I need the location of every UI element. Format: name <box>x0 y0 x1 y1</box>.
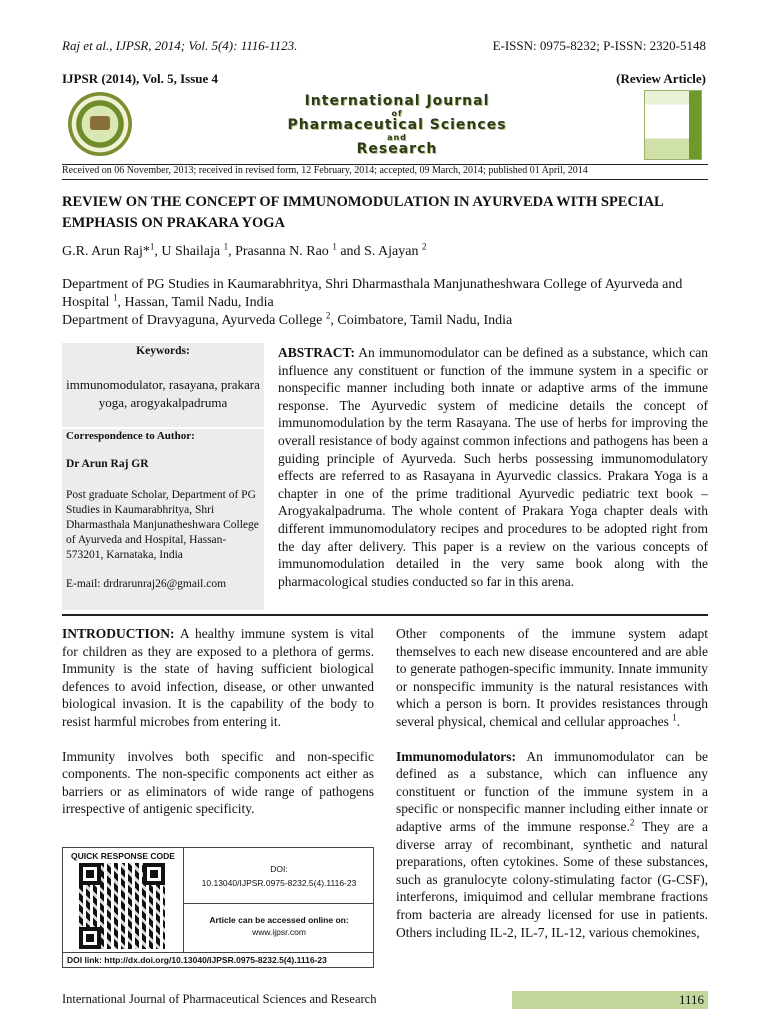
qr-heading: QUICK RESPONSE CODE <box>71 851 175 861</box>
journal-cover-thumbnail <box>644 90 702 160</box>
sidebar-divider <box>62 427 264 429</box>
dates-rule <box>62 179 708 180</box>
journal-seal-logo <box>68 92 132 156</box>
correspondence-heading: Correspondence to Author: <box>66 430 195 442</box>
footer-journal-name: International Journal of Pharmaceutical Sciences and Research <box>62 992 377 1006</box>
issn-text: E-ISSN: 0975-8232; P-ISSN: 2320-5148 <box>492 38 706 53</box>
doi-link[interactable]: DOI link: http://dx.doi.org/10.13040/IJPSR.0975-8232.5(4).1116-23 <box>67 955 327 965</box>
doi-value: 10.13040/IJPSR.0975-8232.5(4).1116-23 <box>201 878 357 888</box>
access-url[interactable]: www.ijpsr.com <box>252 927 306 937</box>
affiliation-1: Department of PG Studies in Kaumarabhritya, Shri Dharmasthala Manjunatheshwara College of Ayurveda and Hospital $^1$, Hassan, Tamil Nadu, India <box>62 277 683 310</box>
introduction-paragraph: INTRODUCTION: A healthy immune system is vital for children as they are exposed to a plethora of germs. Immunity is the state of having sufficient biological defences to avoid infection, disease, or other unwanted biological invasion. It is the capability of the body to resist harmful microbes from entering it. <box>62 626 374 729</box>
keywords-list: immunomodulator, rasayana, prakara yoga, arogyakalpadruma <box>66 377 260 410</box>
doi-block: DOI: 10.13040/IJPSR.0975-8232.5(4).1116-23 <box>184 862 374 890</box>
correspondence-name: Dr Arun Raj GR <box>66 458 149 470</box>
left-column <box>62 625 374 835</box>
article-title: REVIEW ON THE CONCEPT OF IMMUNOMODULATION IN AYURVEDA WITH SPECIAL EMPHASIS ON PRAKARA YOGA <box>62 194 663 231</box>
keywords-correspondence-box <box>62 343 264 610</box>
issue-text: IJPSR (2014), Vol. 5, Issue 4 <box>62 71 219 86</box>
running-citation: Raj et al., IJPSR, 2014; Vol. 5(4): 1116-1123. <box>62 38 298 53</box>
affiliations <box>62 276 708 330</box>
quick-response-box <box>62 847 374 968</box>
correspondence-email[interactable]: E-mail: drdrarunraj26@gmail.com <box>66 578 227 590</box>
page-number: 1116 <box>678 992 704 1007</box>
access-block: Article can be accessed online on: www.ijpsr.com <box>184 914 374 938</box>
immunity-paragraph: Immunity involves both specific and non-specific components. The non-specific components act either as barriers or as eliminators of wide range of pathogens irrespective of antigenic specificity. <box>62 748 374 817</box>
keywords-heading: Keywords: <box>136 345 190 357</box>
correspondence-address: Post graduate Scholar, Department of PG Studies in Kaumarabhritya, Shri Dharmasthala Manjunatheshwara College of Ayurveda and Hospital, Hassan-573201, Karnataka, India <box>66 489 259 561</box>
journal-banner <box>62 88 708 164</box>
author-list: G.R. Arun Raj*$^1$, U Shailaja $^1$, Prasanna N. Rao $^1$ and S. Ajayan $^2$ <box>62 241 427 259</box>
qr-code-image[interactable] <box>79 863 165 949</box>
immunomodulators-paragraph: Immunomodulators: An immunomodulator can be defined as a substance, which can influence any constituent or function of the immune system in a specific or nonspecific manner including either innate or adaptive arms of the immune response.$^2$ They are a diverse array of recombinant, synthetic and natural preparations, often cytokines. Some of these substances, such as granulocyte colony-stimulating factor (G-CSF), interferons, imiquimod and cellular membrane fractions from bacteria are already licensed for use in patients. Others including IL-2, IL-7, IL-12, various chemokines, <box>396 748 708 940</box>
affiliation-2: Department of Dravyaguna, Ayurveda College $^2$, Coimbatore, Tamil Nadu, India <box>62 310 513 328</box>
journal-title-logo: International Journal of Pharmaceutical Sciences and Research <box>287 93 507 157</box>
right-column <box>396 625 708 958</box>
adaptive-immunity-paragraph: Other components of the immune system adapt themselves to each new disease encountered and are able to generate pathogen-specific immunity. Innate immunity or nonspecific immunity is the natural resistances with which a person is born. It provides resistances through several physical, chemical and cellular approaches $^1$. <box>396 626 708 729</box>
received-dates: Received on 06 November, 2013; received in revised form, 12 February, 2014; accepted, 09 March, 2014; published 01 April, 2014 <box>62 165 588 176</box>
abstract: ABSTRACT: An immunomodulator can be defined as a substance, which can influence any constituent or function of the immune system in a specific or nonspecific manner including both innate or adaptive arms of the immune response. The Ayurvedic system of medicine details the concept of immunomodulation by the term Rasayana. The use of herbs for improving the overall resistance of body against common infections and pathogens has been a guiding principle of Ayurveda. Such herbs possessing immunomodulatory effects are referred to as Rasayana in Ayurvedic classics. Prakara Yoga is a chapter in one of the prime traditional Ayurvedic pediatric text book – Arogyakalpadruma. The whole content of Prakara Yoga chapter deals with different immunomodulatory recipes and procedures to be adopted right from the day after delivery. This paper is a review on the various concepts of immunomodulation detailed in the very same book along with the pharmacological studies conducted so far in this arena. <box>278 345 708 589</box>
article-type: (Review Article) <box>616 71 706 86</box>
abstract-rule <box>62 614 708 616</box>
